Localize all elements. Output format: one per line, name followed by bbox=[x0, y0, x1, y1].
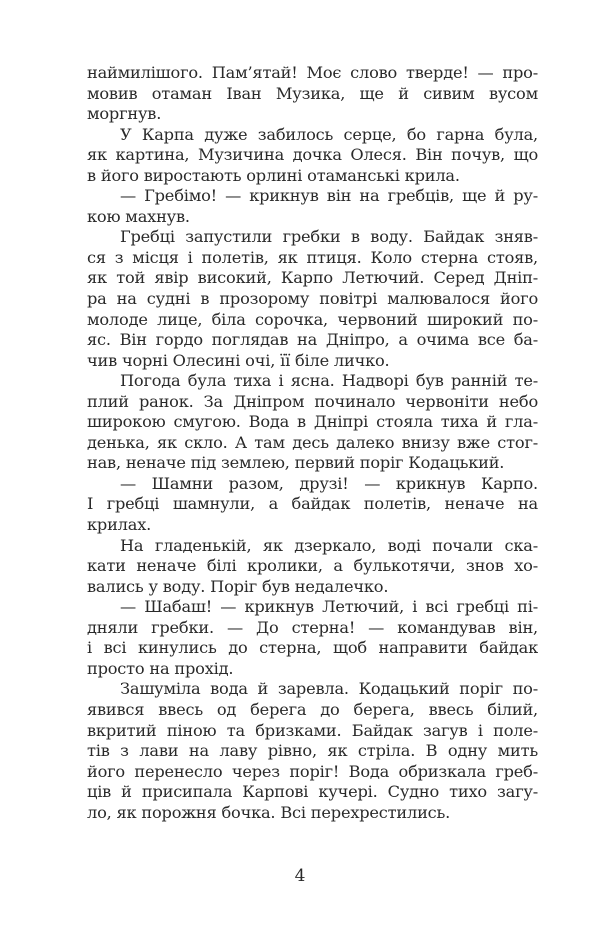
text-line: яс. Він гордо поглядав на Дніпро, а очима все ба- bbox=[87, 330, 538, 350]
text-line: явився ввесь од берега до берега, ввесь білий, bbox=[87, 699, 538, 719]
paragraph bbox=[87, 125, 538, 187]
text-line: — Гребімо! — крикнув він на гребців, ще й ру- bbox=[120, 186, 538, 206]
text-line: як картина, Музичина дочка Олеся. Він почув, що bbox=[87, 145, 538, 165]
paragraph bbox=[87, 474, 538, 536]
page-number: 4 bbox=[294, 866, 306, 886]
paragraph bbox=[87, 371, 538, 474]
text-line: Погода була тиха і ясна. Надворі був ранній те- bbox=[120, 371, 538, 391]
paragraph bbox=[87, 227, 538, 371]
text-line: І гребці шамнули, а байдак полетів, неначе на bbox=[87, 494, 538, 514]
text-line: моргнув. bbox=[87, 104, 162, 124]
paragraph bbox=[87, 597, 538, 679]
text-line: молоде лице, біла сорочка, червоний широкий по- bbox=[87, 309, 538, 329]
text-line: ло, як порожня бочка. Всі перехрестились. bbox=[87, 802, 451, 822]
paragraph bbox=[87, 536, 538, 598]
text-line: його перенесло через поріг! Вода обризкала греб- bbox=[87, 761, 538, 781]
paragraph bbox=[87, 679, 538, 823]
text-line: кою махнув. bbox=[87, 206, 190, 226]
text-line: — Шабаш! — крикнув Летючий, і всі гребці пі- bbox=[120, 597, 538, 617]
paragraph bbox=[87, 63, 538, 125]
text-line: Гребці запустили гребки в воду. Байдак зняв- bbox=[120, 227, 538, 247]
page-body-text bbox=[87, 63, 538, 823]
text-line: тів з лави на лаву рівно, як стріла. В одну мить bbox=[87, 741, 538, 761]
text-line: дняли гребки. — До стерна! — командував він, bbox=[87, 617, 538, 637]
text-line: вались у воду. Поріг був недалечко. bbox=[87, 576, 389, 596]
text-line: чив чорні Олесині очі, її біле личко. bbox=[87, 350, 390, 370]
text-line: мовив отаман Іван Музика, ще й сивим вусом bbox=[87, 83, 538, 103]
text-line: У Карпа дуже забилось серце, бо гарна була, bbox=[120, 124, 538, 144]
text-line: На гладенькій, як дзеркало, воді почали ска- bbox=[120, 535, 538, 555]
text-line: широкою смугою. Вода в Дніпрі стояла тиха й гла- bbox=[87, 412, 538, 432]
text-line: ра на судні в прозорому повітрі малювалося його bbox=[87, 289, 538, 309]
paragraph bbox=[87, 186, 538, 227]
text-line: ців й присипала Карпові кучері. Судно тихо загу- bbox=[87, 782, 538, 802]
text-line: нав, неначе під землею, первий поріг Кодацький. bbox=[87, 453, 505, 473]
text-line: плий ранок. За Дніпром починало червоніти небо bbox=[87, 391, 538, 411]
text-line: кати неначе білі кролики, а булькотячи, знов хо- bbox=[87, 556, 538, 576]
text-line: як той явір високий, Карпо Летючий. Серед Дніп- bbox=[87, 268, 538, 288]
text-line: вкритий піною та бризками. Байдак загув і поле- bbox=[87, 720, 538, 740]
text-line: денька, як скло. А там десь далеко внизу вже стог- bbox=[87, 432, 538, 452]
text-line: — Шамни разом, друзі! — крикнув Карпо. bbox=[120, 473, 538, 493]
text-line: Зашуміла вода й заревла. Кодацький поріг по- bbox=[120, 679, 538, 699]
text-line: ся з місця і полетів, як птиця. Коло стерна стояв, bbox=[87, 247, 538, 267]
text-line: в його виростають орлині отаманські крила. bbox=[87, 165, 460, 185]
text-line: і всі кинулись до стерна, щоб направити байдак bbox=[87, 638, 538, 658]
text-line: просто на прохід. bbox=[87, 658, 234, 678]
text-line: крилах. bbox=[87, 515, 152, 535]
text-line: наймилішого. Пам’ятай! Моє слово тверде! — про- bbox=[87, 63, 538, 82]
